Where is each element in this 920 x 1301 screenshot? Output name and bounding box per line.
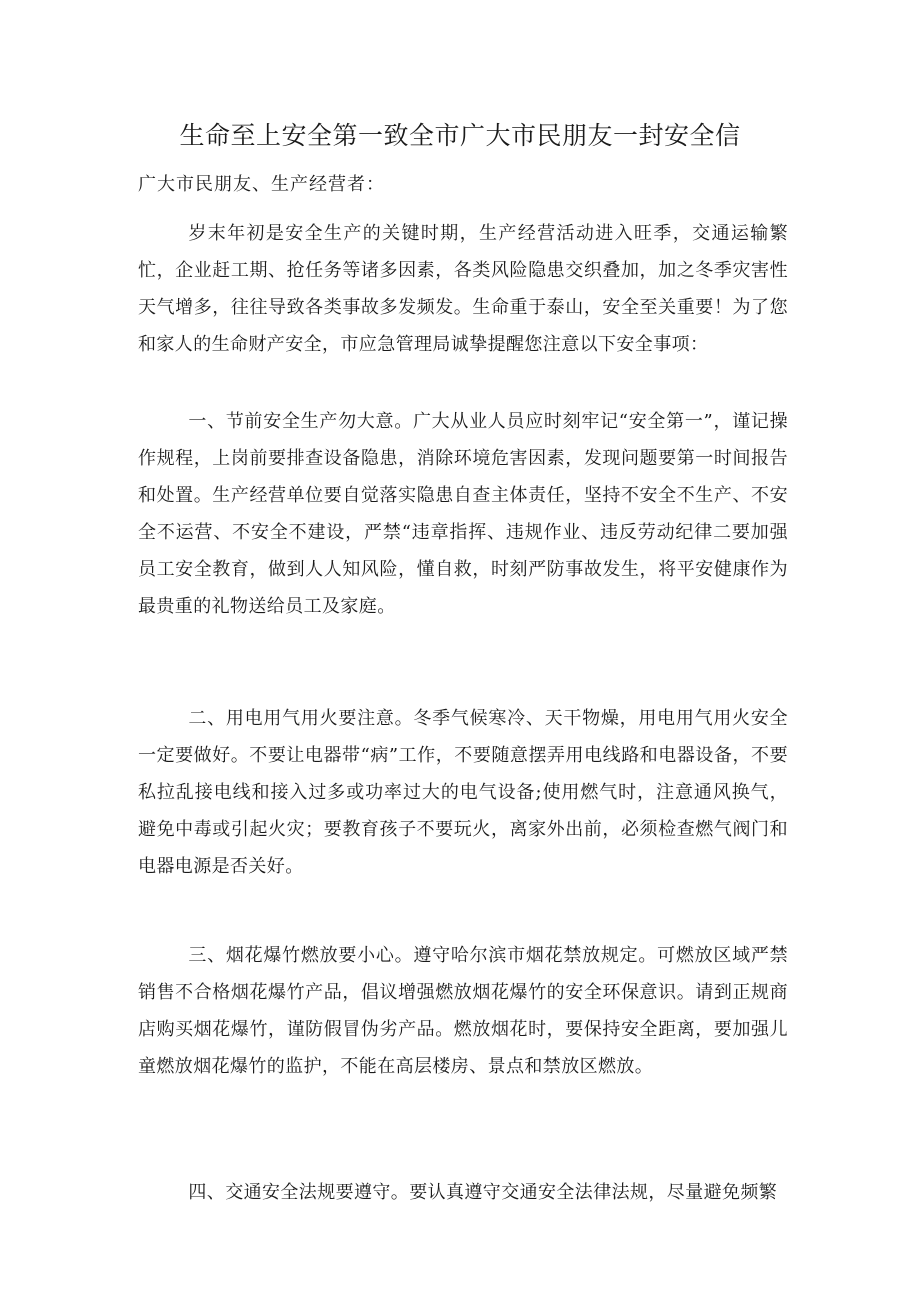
paragraph-item-1: 一、节前安全生产勿大意。广大从业人员应时刻牢记“安全第一”，谨记操作规程，上岗前要排查设备隐患，消除环境危害因素，发现问题要第一时间报告和处置。生产经营单位要自觉落实隐患自查主体责任，坚持不安全不生产、不安全不运营、不安全不建设，严禁“违章指挥、违规作业、违反劳动纪律二要加强员工安全教育，做到人人知风险，懂自救，时刻严防事故发生，将平安健康作为最贵重的礼物送给员工及家庭。 [138, 411, 788, 617]
paragraph-item-3: 三、烟花爆竹燃放要小心。遵守哈尔滨市烟花禁放规定。可燃放区域严禁销售不合格烟花爆竹产品，倡议增强燃放烟花爆竹的安全环保意识。请到正规商店购买烟花爆竹，谨防假冒伪劣产品。燃放烟花时，要保持安全距离，要加强儿童燃放烟花爆竹的监护，不能在高层楼房、景点和禁放区燃放。 [138, 945, 788, 1077]
paragraph-item-4: 四、交通安全法规要遵守。要认真遵守交通安全法律法规，尽量避免频繁 [188, 1182, 778, 1203]
paragraph-item-2: 二、用电用气用火要注意。冬季气候寒冷、天干物燥，用电用气用火安全一定要做好。不要让电器带“病”工作，不要随意摆弄用电线路和电器设备，不要私拉乱接电线和接入过多或功率过大的电气设备;使用燃气时，注意通风换气，避免中毒或引起火灾；要教育孩子不要玩火，离家外出前，必须检查燃气阀门和电器电源是否关好。 [138, 708, 788, 877]
salutation: 广大市民朋友、生产经营者： [138, 174, 385, 195]
document-title: 生命至上安全第一致全市广大市民朋友一封安全信 [179, 121, 741, 150]
paragraph-intro: 岁末年初是安全生产的关键时期，生产经营活动进入旺季，交通运输繁忙，企业赶工期、抢任务等诸多因素，各类风险隐患交织叠加，加之冬季灾害性天气增多，往往导致各类事故多发频发。生命重于泰山，安全至关重要！为了您和家人的生命财产安全，市应急管理局诚挚提醒您注意以下安全事项： [138, 223, 788, 355]
